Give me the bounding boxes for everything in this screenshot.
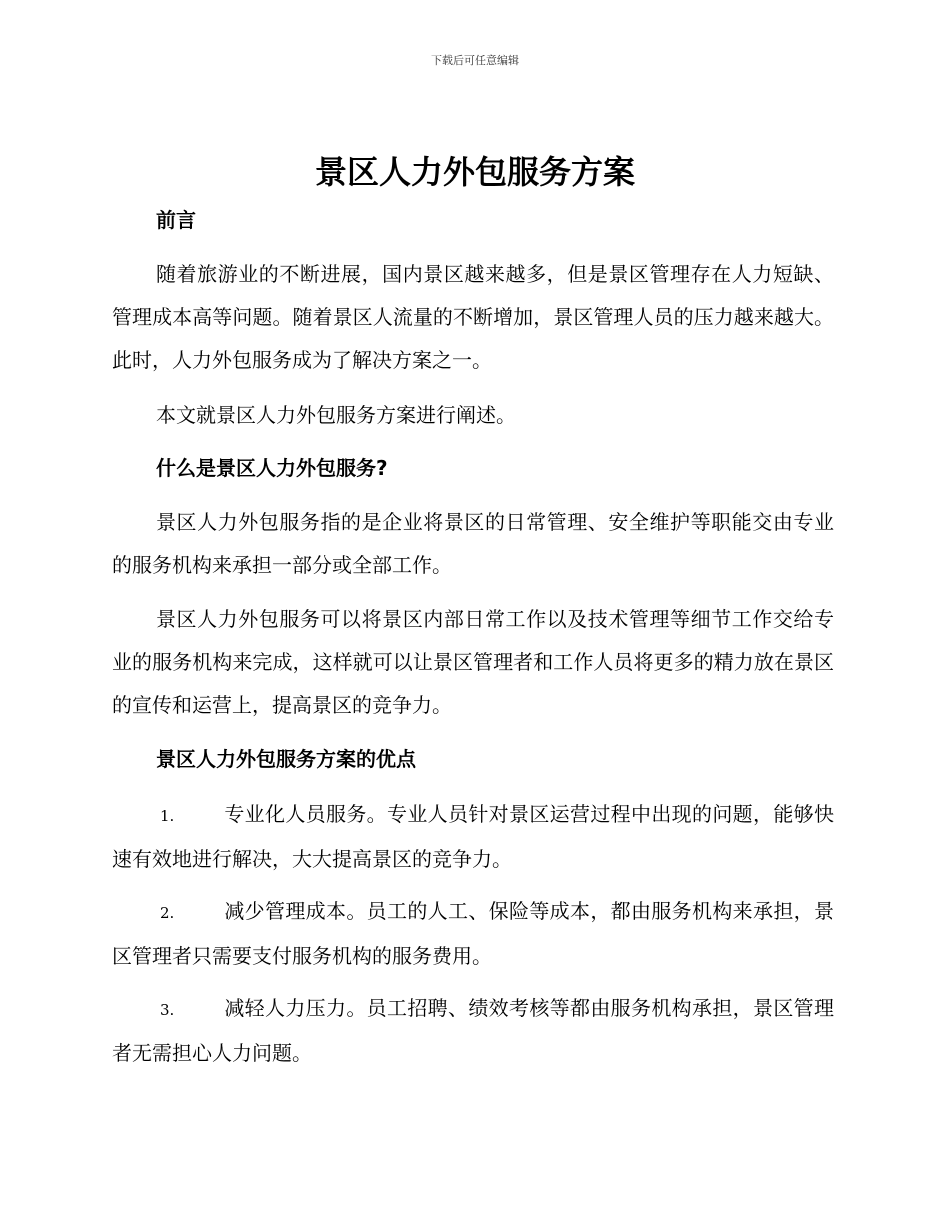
- section-heading-advantages: 景区人力外包服务方案的优点: [156, 747, 416, 771]
- section-heading-what-is: 什么是景区人力外包服务?: [156, 456, 388, 480]
- list-item: [112, 890, 834, 978]
- section-heading-preface: 前言: [156, 208, 196, 232]
- what-is-paragraph-1: 景区人力外包服务指的是企业将景区的日常管理、安全维护等职能交由专业的服务机构来承担一部分或全部工作。: [112, 510, 834, 577]
- list-number: 2.: [160, 904, 175, 922]
- preface-paragraph-1: 随着旅游业的不断进展，国内景区越来越多，但是景区管理存在人力短缺、管理成本高等问题。随着景区人流量的不断增加，景区管理人员的压力越来越大。此时，人力外包服务成为了解决方案之一。: [112, 262, 834, 372]
- list-item: [112, 793, 834, 881]
- list-text: 减少管理成本。员工的人工、保险等成本，都由服务机构来承担，景区管理者只需要支付服务机构的服务费用。: [112, 899, 834, 968]
- list-number: 1.: [160, 807, 175, 825]
- header-note: 下载后可任意编辑: [431, 54, 519, 67]
- preface-paragraph-2: 本文就景区人力外包服务方案进行阐述。: [156, 403, 516, 427]
- list-text: 专业化人员服务。专业人员针对景区运营过程中出现的问题，能够快速有效地进行解决，大大提高景区的竞争力。: [112, 802, 834, 871]
- list-text: 减轻人力压力。员工招聘、绩效考核等都由服务机构承担，景区管理者无需担心人力问题。: [112, 996, 834, 1065]
- list-item: [112, 987, 834, 1075]
- list-number: 3.: [160, 1001, 175, 1019]
- what-is-paragraph-2: 景区人力外包服务可以将景区内部日常工作以及技术管理等细节工作交给专业的服务机构来完成，这样就可以让景区管理者和工作人员将更多的精力放在景区的宣传和运营上，提高景区的竞争力。: [112, 607, 834, 717]
- document-title: 景区人力外包服务方案: [314, 153, 635, 191]
